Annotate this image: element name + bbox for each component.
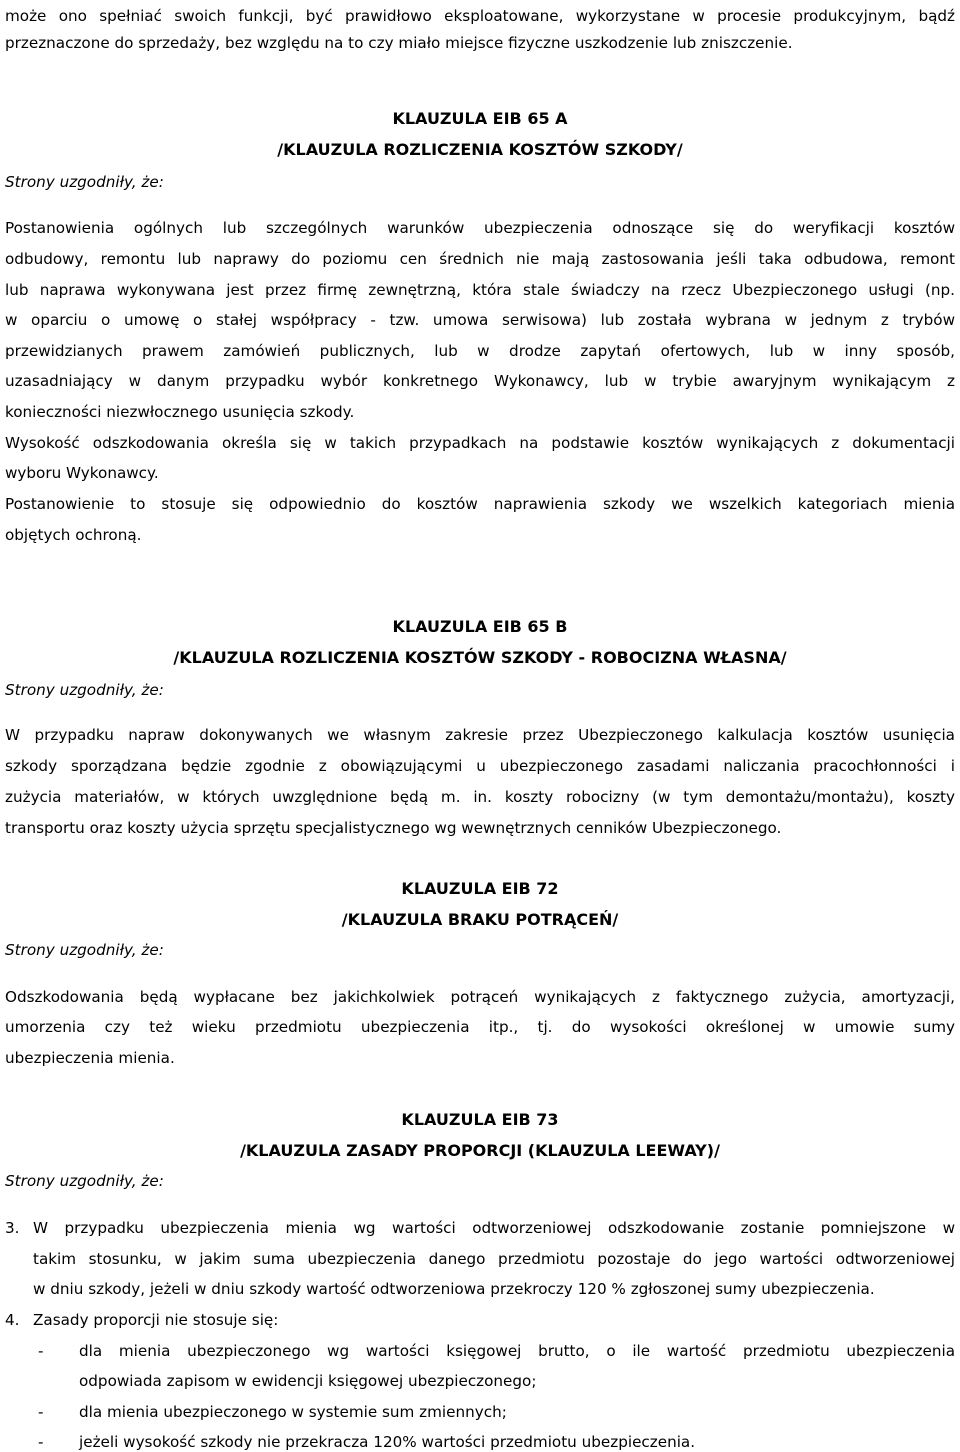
clause-subtitle: /KLAUZULA ZASADY PROPORCJI (KLAUZULA LEEWAY)/ (240, 1141, 720, 1160)
list-item-line: Zasady proporcji nie stosuje się: (33, 1311, 279, 1329)
clause-subtitle: /KLAUZULA ROZLICZENIA KOSZTÓW SZKODY/ (277, 140, 683, 159)
list-marker: 3. (5, 1219, 20, 1237)
paragraph-line: ubezpieczenia mienia. (5, 1049, 175, 1067)
parties-label: Strony uzgodniły, że: (5, 681, 164, 699)
paragraph-line: transportu oraz koszty użycia sprzętu specjalistycznego wg wewnętrznych cenników Ubezpieczonego. (5, 819, 782, 837)
paragraph-line: umorzenia czy też wieku przedmiotu ubezpieczenia itp., tj. do wysokości określonej w umowie sumy (5, 1018, 955, 1036)
clause-title: KLAUZULA EIB 72 (401, 879, 559, 898)
paragraph-line: W przypadku napraw dokonywanych we własnym zakresie przez Ubezpieczonego kalkulacja kosztów usunięcia (5, 726, 955, 744)
paragraph-line: odbudowy, remontu lub naprawy do poziomu cen średnich nie mają zastosowania jeśli taka odbudowa, remont (5, 250, 955, 268)
paragraph-line: wyboru Wykonawcy. (5, 464, 159, 482)
list-item-line: W przypadku ubezpieczenia mienia wg wartości odtworzeniowej odszkodowanie zostanie pomniejszone w (33, 1219, 955, 1237)
clause-title: KLAUZULA EIB 65 B (392, 617, 568, 636)
intro-line: przeznaczone do sprzedaży, bez względu na to czy miało miejsce fizyczne uszkodzenie lub zniszczenie. (5, 34, 793, 52)
paragraph-line: uzasadniający w danym przypadku wybór konkretnego Wykonawcy, lub w trybie awaryjnym wynikającym z (5, 372, 955, 390)
paragraph-line: Wysokość odszkodowania określa się w takich przypadkach na podstawie kosztów wynikających z dokumentacji (5, 434, 955, 452)
parties-label: Strony uzgodniły, że: (5, 1172, 164, 1190)
dash-item-line: dla mienia ubezpieczonego wg wartości księgowej brutto, o ile wartość przedmiotu ubezpieczenia (79, 1342, 955, 1360)
clause-title: KLAUZULA EIB 65 A (392, 109, 568, 128)
paragraph-line: zużycia materiałów, w których uwzględnione będą m. in. koszty robocizny (w tym demontażu/montażu), koszty (5, 788, 955, 806)
list-marker: 4. (5, 1311, 20, 1329)
parties-label: Strony uzgodniły, że: (5, 173, 164, 191)
paragraph-line: Postanowienia ogólnych lub szczególnych warunków ubezpieczenia odnoszące się do weryfikacji kosztów (5, 219, 955, 237)
paragraph-line: Postanowienie to stosuje się odpowiednio do kosztów naprawienia szkody we wszelkich kategoriach mienia (5, 495, 955, 513)
paragraph-line: szkody sporządzana będzie zgodnie z obowiązującymi u ubezpieczonego zasadami naliczania pracochłonności i (5, 757, 955, 775)
dash-item-line: dla mienia ubezpieczonego w systemie sum zmiennych; (79, 1403, 507, 1421)
paragraph-line: konieczności niezwłocznego usunięcia szkody. (5, 403, 355, 421)
dash-item-line: odpowiada zapisom w ewidencji księgowej ubezpieczonego; (79, 1372, 537, 1390)
clause-subtitle: /KLAUZULA BRAKU POTRĄCEŃ/ (341, 910, 619, 929)
paragraph-line: lub naprawa wykonywana jest przez firmę zewnętrzną, która stale świadczy na rzecz Ubezpieczonego usługi (np. (5, 281, 955, 299)
clause-title: KLAUZULA EIB 73 (401, 1110, 559, 1129)
parties-label: Strony uzgodniły, że: (5, 941, 164, 959)
paragraph-line: Odszkodowania będą wypłacane bez jakichkolwiek potrąceń wynikających z faktycznego zużycia, amortyzacji, (5, 988, 955, 1006)
dash-marker: - (38, 1433, 44, 1451)
paragraph-line: przewidzianych prawem zamówień publicznych, lub w drodze zapytań ofertowych, lub w inny sposób, (5, 342, 955, 360)
list-item-line: w dniu szkody, jeżeli w dniu szkody wartość odtworzeniowa przekroczy 120 % zgłoszonej sumy ubezpieczenia. (33, 1280, 875, 1298)
clause-subtitle: /KLAUZULA ROZLICZENIA KOSZTÓW SZKODY - ROBOCIZNA WŁASNA/ (173, 648, 787, 667)
dash-marker: - (38, 1403, 44, 1421)
paragraph-line: w oparciu o umowę o stałej współpracy - tzw. umowa serwisowa) lub została wybrana w jednym z trybów (5, 311, 955, 329)
dash-item-line: jeżeli wysokość szkody nie przekracza 120% wartości przedmiotu ubezpieczenia. (79, 1433, 696, 1451)
list-item-line: takim stosunku, w jakim suma ubezpieczenia danego przedmiotu pozostaje do jego wartości odtworzeniowej (33, 1250, 955, 1268)
paragraph-line: objętych ochroną. (5, 526, 142, 544)
dash-marker: - (38, 1342, 44, 1360)
intro-line: może ono spełniać swoich funkcji, być prawidłowo eksploatowane, wykorzystane w procesie produkcyjnym, bądź (5, 7, 955, 25)
